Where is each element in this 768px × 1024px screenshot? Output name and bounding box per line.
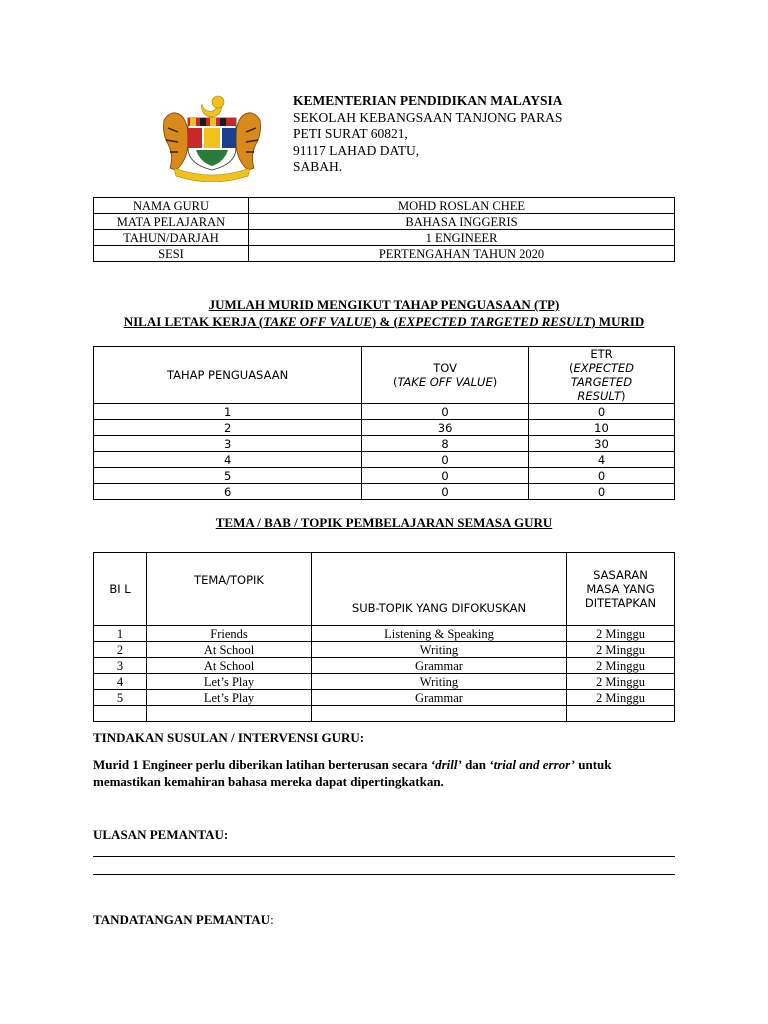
address-line-1: PETI SURAT 60821,	[293, 126, 408, 141]
bil-cell: 5	[94, 690, 147, 706]
title-part: TAKE OFF VALUE	[263, 314, 372, 329]
review-line-2	[93, 874, 675, 875]
tp-cell: 4	[94, 452, 362, 468]
subtopic-cell: Writing	[312, 674, 567, 690]
table-row	[94, 706, 675, 722]
tema-cell: Friends	[147, 626, 312, 642]
tp-title-line-2	[0, 314, 768, 330]
table-row	[94, 658, 675, 674]
address-state: SABAH.	[293, 159, 343, 174]
tp-section-title	[0, 297, 768, 330]
etr-cell: 0	[528, 404, 674, 420]
target-cell: 2 Minggu	[567, 658, 675, 674]
table-header-row	[94, 553, 675, 626]
review-heading: ULASAN PEMANTAU:	[93, 827, 229, 842]
etr-cell: 0	[528, 468, 674, 484]
info-label: NAMA GURU	[94, 198, 249, 214]
tov-label: TOV	[433, 361, 457, 375]
etr-label: ETR	[590, 347, 613, 361]
table-row	[94, 230, 675, 246]
table-row	[94, 484, 675, 500]
tema-cell: At School	[147, 658, 312, 674]
info-label: MATA PELAJARAN	[94, 214, 249, 230]
col-header-etr	[528, 347, 674, 404]
col-header-subtopic: SUB-TOPIK YANG DIFOKUSKAN	[312, 553, 567, 626]
table-row	[94, 436, 675, 452]
subtopic-cell: Listening & Speaking	[312, 626, 567, 642]
etr-full: EXPECTED TARGETED RESULT	[570, 361, 634, 403]
tp-cell: 5	[94, 468, 362, 484]
ministry-name: KEMENTERIAN PENDIDIKAN MALAYSIA	[293, 93, 563, 108]
table-row	[94, 246, 675, 262]
col-header-tema: TEMA/TOPIK	[147, 553, 312, 626]
subtopic-cell: Grammar	[312, 690, 567, 706]
table-row	[94, 404, 675, 420]
table-row	[94, 674, 675, 690]
coat-of-arms-icon	[156, 88, 268, 182]
text-part: ‘trial and error’	[489, 757, 576, 772]
intervention-text	[93, 756, 668, 790]
info-value: 1 ENGINEER	[249, 230, 675, 246]
tema-cell: Let’s Play	[147, 690, 312, 706]
target-cell: 2 Minggu	[567, 674, 675, 690]
subtopic-cell: Grammar	[312, 658, 567, 674]
bil-cell: 1	[94, 626, 147, 642]
col-header-tp: TAHAP PENGUASAAN	[94, 347, 362, 404]
table-row	[94, 214, 675, 230]
address-line-2: 91117 LAHAD DATU,	[293, 142, 420, 158]
school-header	[293, 93, 563, 176]
mastery-level-table	[93, 346, 675, 500]
title-part: ) MURID	[591, 314, 645, 329]
table-row	[94, 690, 675, 706]
table-row	[94, 642, 675, 658]
tov-cell: 0	[362, 452, 529, 468]
bil-cell	[94, 706, 147, 722]
etr-cell: 10	[528, 420, 674, 436]
table-row	[94, 452, 675, 468]
target-cell: 2 Minggu	[567, 690, 675, 706]
signature-colon: :	[270, 912, 274, 927]
col-header-tov	[362, 347, 529, 404]
title-part: ) & (	[371, 314, 398, 329]
tov-cell: 0	[362, 484, 529, 500]
review-line-1	[93, 856, 675, 857]
target-cell	[567, 706, 675, 722]
tema-cell: Let’s Play	[147, 674, 312, 690]
subtopic-cell	[312, 706, 567, 722]
etr-sub: (EXPECTED TARGETED RESULT)	[568, 361, 634, 403]
topics-table	[93, 552, 675, 722]
info-value: PERTENGAHAN TAHUN 2020	[249, 246, 675, 262]
bil-cell: 4	[94, 674, 147, 690]
table-row	[94, 626, 675, 642]
target-cell: 2 Minggu	[567, 642, 675, 658]
title-part: EXPECTED TARGETED RESULT	[397, 314, 592, 329]
info-value: BAHASA INGGERIS	[249, 214, 675, 230]
table-row	[94, 468, 675, 484]
info-value: MOHD ROSLAN CHEE	[249, 198, 675, 214]
etr-cell: 30	[528, 436, 674, 452]
tov-cell: 36	[362, 420, 529, 436]
text-part: ‘drill’	[430, 757, 462, 772]
tp-cell: 1	[94, 404, 362, 420]
intervention-heading: TINDAKAN SUSULAN / INTERVENSI GURU:	[93, 730, 365, 745]
tp-cell: 3	[94, 436, 362, 452]
info-label: TAHUN/DARJAH	[94, 230, 249, 246]
bil-cell: 3	[94, 658, 147, 674]
col-header-bil: BI L	[94, 553, 147, 626]
tp-title-line-1: JUMLAH MURID MENGIKUT TAHAP PENGUASAAN (TP)	[208, 297, 560, 312]
etr-cell: 4	[528, 452, 674, 468]
target-cell: 2 Minggu	[567, 626, 675, 642]
col-header-target-time: SASARAN MASA YANG DITETAPKAN	[567, 553, 675, 626]
text-part: dan	[461, 757, 490, 772]
signature-heading: TANDATANGAN PEMANTAU	[93, 912, 271, 927]
tov-cell: 8	[362, 436, 529, 452]
table-row	[94, 420, 675, 436]
text-part: untuk memastikan kemahiran bahasa mereka dapat dipertingkatkan.	[93, 757, 612, 789]
info-label: SESI	[94, 246, 249, 262]
tema-cell: At School	[147, 642, 312, 658]
table-row	[94, 198, 675, 214]
school-name: SEKOLAH KEBANGSAAN TANJONG PARAS	[293, 109, 563, 125]
tov-full: TAKE OFF VALUE	[397, 375, 493, 389]
subtopic-cell: Writing	[312, 642, 567, 658]
tov-cell: 0	[362, 468, 529, 484]
text-part: Murid 1 Engineer perlu diberikan latihan berterusan secara	[93, 757, 431, 772]
tp-cell: 2	[94, 420, 362, 436]
topic-section-title: TEMA / BAB / TOPIK PEMBELAJARAN SEMASA GURU	[215, 515, 553, 530]
tov-cell: 0	[362, 404, 529, 420]
tov-sub: (TAKE OFF VALUE)	[392, 375, 498, 389]
bil-cell: 2	[94, 642, 147, 658]
teacher-info-table	[93, 197, 675, 262]
tema-cell	[147, 706, 312, 722]
etr-cell: 0	[528, 484, 674, 500]
tp-cell: 6	[94, 484, 362, 500]
signature-row	[93, 912, 274, 928]
table-header-row	[94, 347, 675, 404]
title-part: NILAI LETAK KERJA (	[123, 314, 264, 329]
